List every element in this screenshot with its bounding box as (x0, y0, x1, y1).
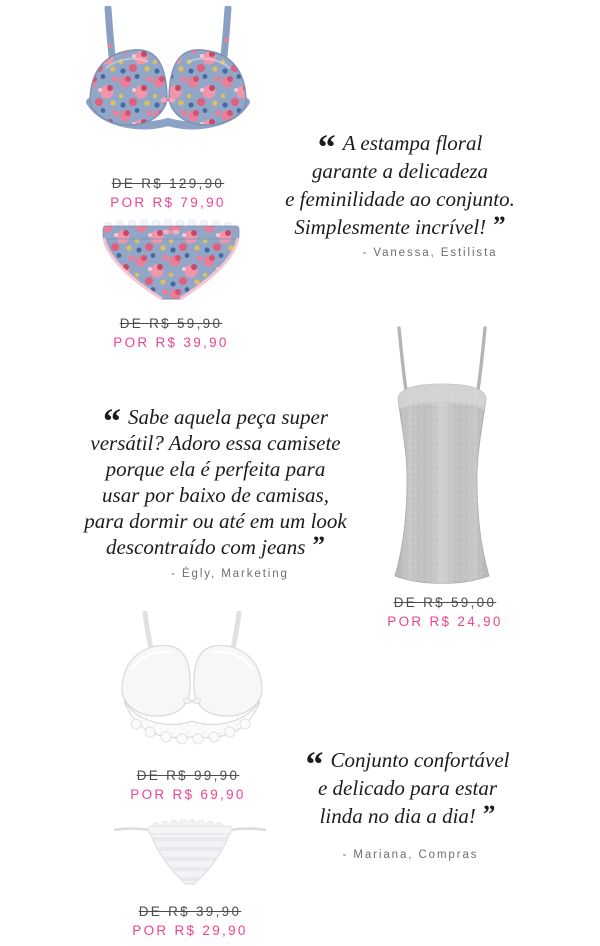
floral-panty-new-price: POR R$ 39,90 (113, 335, 229, 350)
quote-text: linda no dia a dia! (319, 804, 476, 828)
quote-line: Simplesmente incrível! ” (294, 212, 506, 239)
quote-line: linda no dia a dia! ” (319, 801, 496, 828)
gray-camisole-new-price: POR R$ 24,90 (387, 614, 503, 629)
floral-panty-prices (61, 316, 281, 350)
quote-camisole (58, 401, 373, 560)
floral-panty-image[interactable] (100, 219, 242, 305)
quote-line: usar por baixo de camisas, (102, 483, 329, 507)
white-bra-image[interactable] (114, 611, 270, 759)
floral-panty-old-price: DE R$ 59,90 (119, 316, 223, 331)
quote-floral-set (260, 129, 540, 241)
quote-line: “ A estampa floral (317, 127, 483, 167)
quote-white-attribution: - Mariana, Compras (342, 849, 479, 861)
gray-camisole-old-price: DE R$ 59,00 (393, 595, 497, 610)
white-panty-new-price: POR R$ 29,90 (132, 923, 248, 938)
white-panty-prices (80, 904, 300, 938)
quote-line: descontraído com jeans ” (106, 532, 325, 559)
gray-camisole-image[interactable] (366, 326, 518, 588)
white-panty-image[interactable] (114, 814, 266, 898)
quote-line: e feminilidade ao conjunto. (285, 187, 515, 211)
quote-text: Sabe aquela peça super (127, 405, 329, 429)
quote-text: Conjunto confortável (330, 748, 510, 772)
quote-text: Simplesmente incrível! (294, 215, 487, 239)
quote-floral-attribution: - Vanessa, Estilista (362, 247, 498, 259)
quote-white-set (295, 746, 520, 830)
floral-bra-prices (58, 176, 278, 210)
quote-line: “ Conjunto confortável (305, 744, 510, 784)
quote-line: porque ela é perfeita para (105, 457, 326, 481)
floral-bra-old-price: DE R$ 129,90 (111, 176, 225, 191)
white-bra-old-price: DE R$ 99,90 (136, 768, 240, 783)
gray-camisole-prices (335, 595, 555, 629)
quote-camisole-attribution: - Égly, Marketing (171, 568, 289, 580)
floral-bra-new-price: POR R$ 79,90 (110, 195, 226, 210)
quote-text: descontraído com jeans (106, 535, 306, 559)
floral-bra-image[interactable] (84, 6, 252, 168)
quote-line: para dormir ou até em um look (84, 509, 347, 533)
quote-line: “ Sabe aquela peça super (102, 401, 329, 441)
quote-line: garante a delicadeza (311, 159, 489, 183)
white-bra-prices (78, 768, 298, 802)
white-bra-new-price: POR R$ 69,90 (130, 787, 246, 802)
quote-text: A estampa floral (342, 131, 483, 155)
white-panty-old-price: DE R$ 39,90 (138, 904, 242, 919)
quote-line: versátil? Adoro essa camisete (90, 431, 341, 455)
quote-line: e delicado para estar (317, 776, 498, 800)
